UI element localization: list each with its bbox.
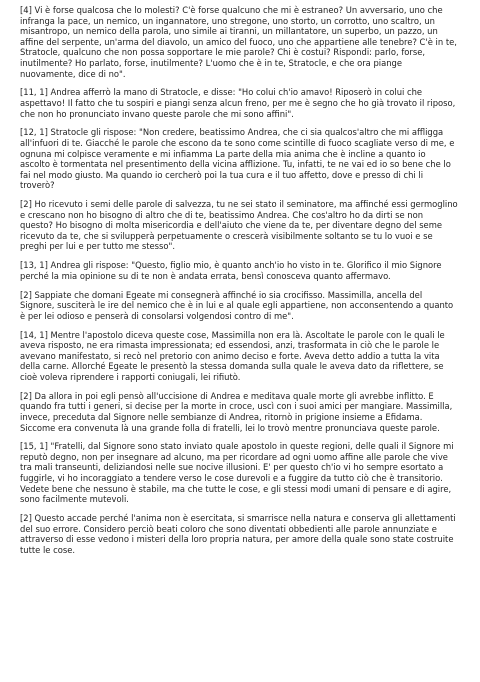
paragraph: [2] Questo accade perché l'anima non è esercitata, si smarrisce nella natura e conserva gli allettamenti del suo errore. Considero perciò beati coloro che sono diventati obbedienti alle parole annunziate e attraverso di esse vedono i misteri della loro propria natura, per amore della quale sono state costruite tutte le cose. (20, 513, 456, 555)
paragraph: [11, 1] Andrea afferrò la mano di Stratocle, e disse: "Ho colui ch'io amavo! Riposerò in colui che aspettavo! Il fatto che tu sospiri e piangi senza alcun freno, per me è segno che ho già trovato il riposo, che non ho pronunciato invano queste parole che mi sono affini". (20, 87, 456, 119)
paragraph: [2] Ho ricevuto i semi delle parole di salvezza, tu ne sei stato il seminatore, ma affinché essi germoglino e crescano non ho bisogno di altro che di te, beatissimo Andrea. Che cos'altro ho da dirti se non questo? Ho bisogno di molta misericordia e dell'aiuto che viene da te, per diventare degno del seme ricevuto da te, che si svilupperà perpetuamente o crescerà visibilmente soltanto se tu lo vuoi e se preghi per lui e per tutto me stesso". (20, 199, 458, 252)
paragraph: [4] Vi è forse qualcosa che lo molesti? C'è forse qualcuno che mi è estraneo? Un avversario, uno che infranga la pace, un nemico, un ingannatore, uno stregone, uno storto, un corrotto, uno scaltro, un misantropo, un nemico della parola, uno simile ai tiranni, un millantatore, un superbo, un pazzo, un affine del serpente, un'arma del diavolo, un amico del fuoco, uno che appartiene alle tenebre? C'è in te, Stratocle, qualcuno che non possa sopportare le mie parole? Chi è costui? Rispondi: parlo, forse, inutilmente? Ho parlato, forse, inutilmente? L'uomo che è in te, Stratocle, e che ora piange nuovamente, dice di no". (20, 5, 457, 79)
paragraph: [13, 1] Andrea gli rispose: "Questo, figlio mio, è quanto anch'io ho visto in te. Glorifico il mio Signore perché la mia opinione su di te non è andata errata, bensì conosceva quanto affermavo. (20, 260, 442, 281)
paragraph: [15, 1] "Fratelli, dal Signore sono stato inviato quale apostolo in queste regioni, delle quali il Signore mi reputò degno, non per insegnare ad alcuno, ma per ricordare ad ogni uomo affine alle parole che vive tra mali transeunti, deliziandosi nelle sue nocive illusioni. E' per questo ch'io vi ho sempre esortato a fuggirle, vi ho incoraggiato a tendere verso le cose durevoli e a fuggire da tutto ciò che è transitorio. Vedete bene che nessuno è stabile, ma che tutte le cose, e gli stessi modi umani di pensare e di agire, sono facilmente mutevoli. (20, 441, 454, 505)
paragraph: [2] Sappiate che domani Egeate mi consegnerà affinché io sia crocifisso. Massimilla, ancella del Signore, susciterà le ire del nemico che è in lui e al quale egli appartiene, non acconsentendo a quanto è per lei odioso e penserà di consolarsi volgendosi contro di me". (20, 289, 454, 321)
paragraph: [12, 1] Stratocle gli rispose: "Non credere, beatissimo Andrea, che ci sia qualcos'altro che mi affligga all'infuori di te. Giacché le parole che escono da te sono come scintille di fuoco scagliate verso di me, e ognuna mi colpisce veramente e mi infiamma La parte della mia anima che è incline a quanto io ascolto è tormentata nel presentimento della vicina afflizione. Tu, infatti, te ne vai ed io so bene che lo fai nel modo giusto. Ma quando io cercherò poi la tua cura e il tuo affetto, dove e presso di chi li troverò? (20, 127, 455, 191)
paragraph: [14, 1] Mentre l'apostolo diceva queste cose, Massimilla non era là. Ascoltate le parole con le quali le aveva risposto, ne era rimasta impressionata; ed essendosi, anzi, trasformata in ciò che le parole le avevano manifestato, si recò nel pretorio con animo deciso e forte. Aveva detto addio a tutta la vita della carne. Allorché Egeate le presentò la stessa domanda sulla quale le aveva dato da riflettere, se cioè voleva riprendere i rapporti coniugali, lei rifiutò. (20, 329, 445, 382)
paragraph: [2] Da allora in poi egli pensò all'uccisione di Andrea e meditava quale morte gli avrebbe inflitto. E quando fra tutti i generi, si decise per la morte in croce, uscì con i suoi amici per mangiare. Massimilla, invece, preceduta dal Signore nelle sembianze di Andrea, ritornò in prigione insieme a Efidama. Siccome era convenuta là una grande folla di fratelli, lei lo trovò mentre pronunciava queste parole. (20, 390, 453, 433)
